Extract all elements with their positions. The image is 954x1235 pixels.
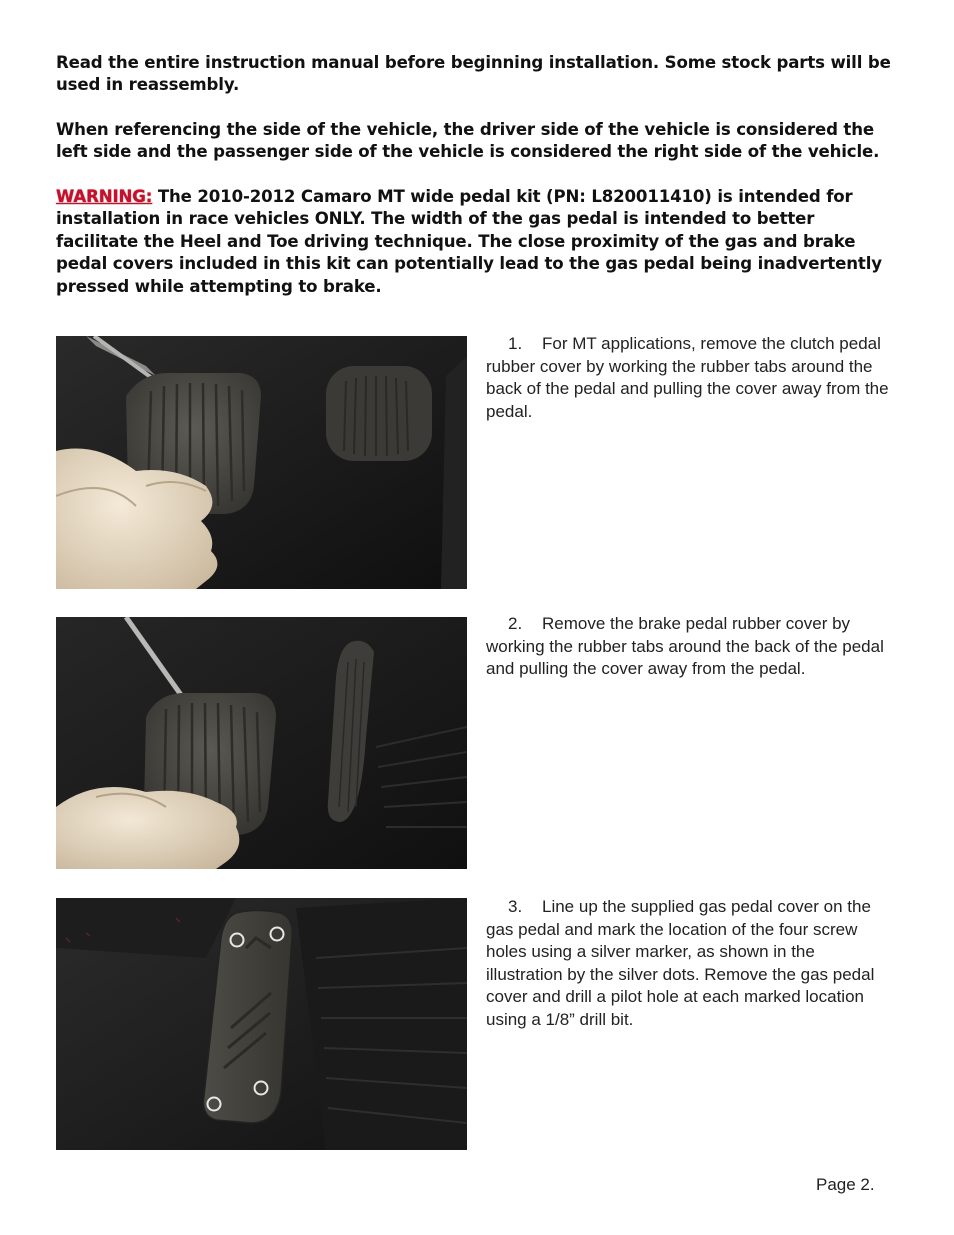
clutch-pedal-image bbox=[56, 336, 467, 589]
step-1-number: 1. bbox=[508, 334, 523, 353]
step-1-photo bbox=[56, 336, 467, 589]
step-2-photo bbox=[56, 617, 467, 869]
step-1-text-block bbox=[486, 333, 896, 423]
intro-side-reference: When referencing the side of the vehicle, the driver side of the vehicle is considered the left side and the passenger side of the vehicle is considered the right side of the vehicle. bbox=[56, 120, 880, 162]
step-2-text-block bbox=[486, 613, 896, 681]
warning-label: WARNING: bbox=[56, 187, 153, 206]
warning-paragraph bbox=[56, 186, 901, 298]
step-3-text-block bbox=[486, 896, 896, 1031]
step-2-number: 2. bbox=[508, 614, 523, 633]
intro-read-manual: Read the entire instruction manual before beginning installation. Some stock parts will be used in reassembly. bbox=[56, 53, 891, 95]
step-3-number: 3. bbox=[508, 897, 523, 916]
page-number: Page 2. bbox=[816, 1175, 875, 1194]
gas-pedal-image bbox=[56, 898, 467, 1150]
step-3-photo bbox=[56, 898, 467, 1150]
brake-pedal-image bbox=[56, 617, 467, 869]
step-1-text: For MT applications, remove the clutch pedal rubber cover by working the rubber tabs around the back of the pedal and pulling the cover away from the pedal. bbox=[486, 334, 889, 421]
step-2-text: Remove the brake pedal rubber cover by working the rubber tabs around the back of the pedal and pulling the cover away from the pedal. bbox=[486, 614, 884, 678]
warning-text: The 2010-2012 Camaro MT wide pedal kit (PN: L820011410) is intended for installation in race vehicles ONLY. The width of the gas pedal is intended to better facilitate the Heel and Toe driving technique. The close proximity of the gas and brake pedal covers included in this kit can potentially lead to the gas pedal being inadvertently pressed while attempting to brake. bbox=[56, 187, 882, 296]
step-3-text: Line up the supplied gas pedal cover on the gas pedal and mark the location of the four screw holes using a silver marker, as shown in the illustration by the silver dots. Remove the gas pedal cover and drill a pilot hole at each marked location using a 1/8” drill bit. bbox=[486, 897, 875, 1029]
